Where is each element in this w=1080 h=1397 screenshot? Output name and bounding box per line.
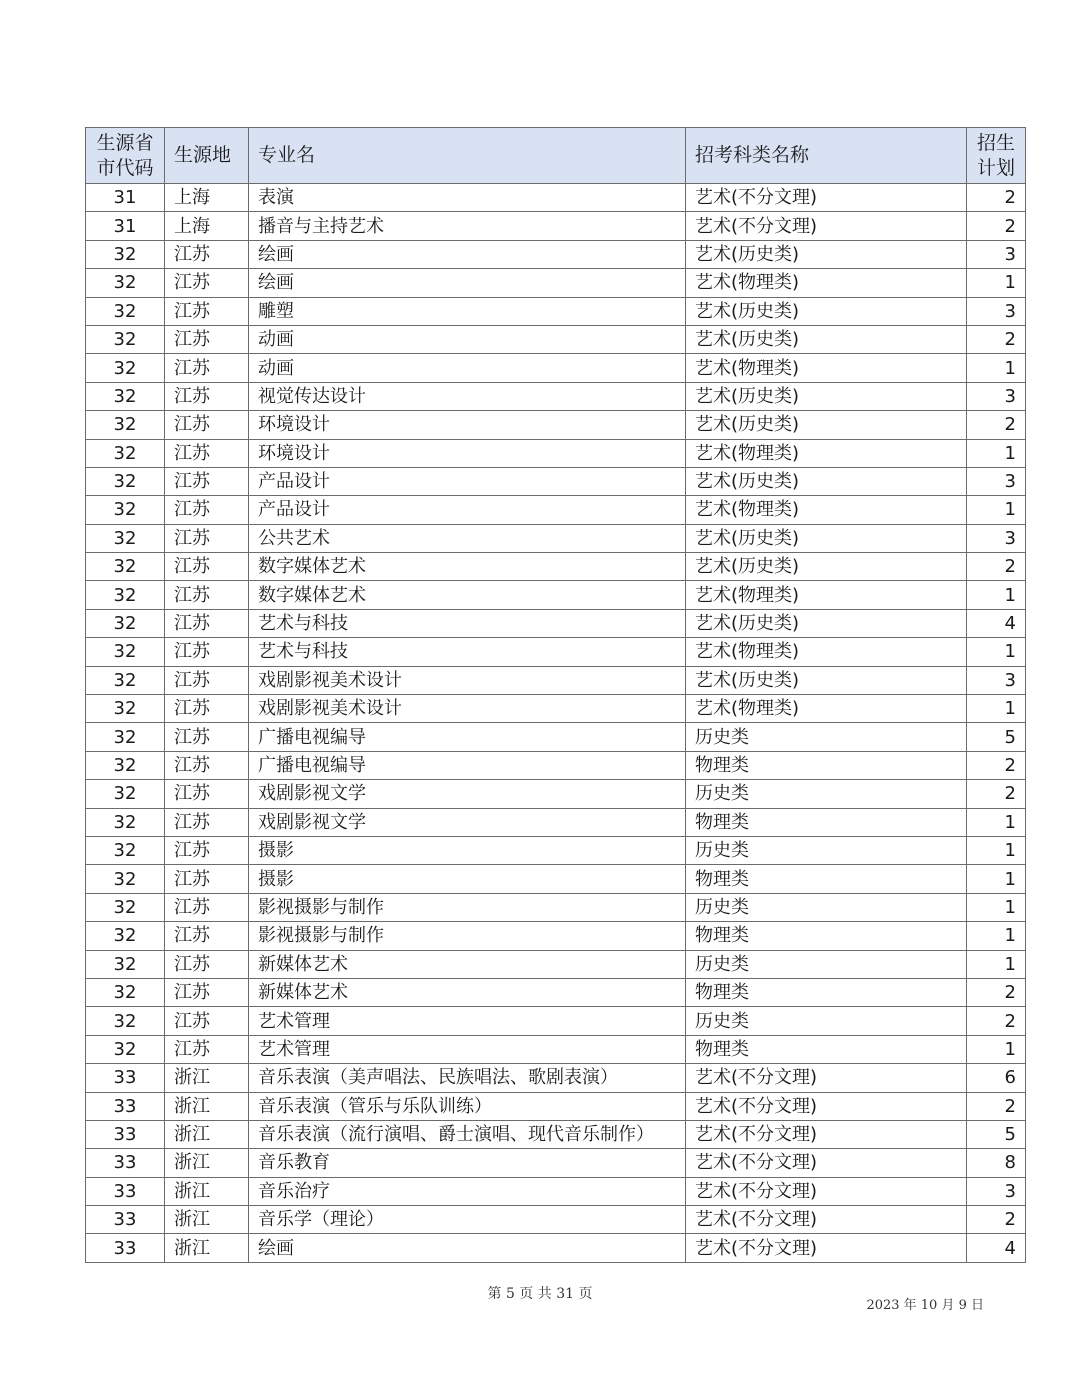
- category-cell: 艺术(历史类): [686, 411, 967, 439]
- origin-cell: 江苏: [165, 439, 249, 467]
- table-row: [86, 1206, 1026, 1234]
- province-code-cell: 32: [86, 553, 165, 581]
- header-category: 招考科类名称: [686, 128, 967, 184]
- major-cell: 音乐表演（美声唱法、民族唱法、歌剧表演）: [249, 1064, 686, 1092]
- plan-cell: 1: [967, 581, 1026, 609]
- province-code-cell: 33: [86, 1206, 165, 1234]
- province-code-cell: 33: [86, 1177, 165, 1205]
- province-code-cell: 32: [86, 751, 165, 779]
- major-cell: 戏剧影视美术设计: [249, 695, 686, 723]
- category-cell: 艺术(不分文理): [686, 184, 967, 212]
- category-cell: 物理类: [686, 865, 967, 893]
- origin-cell: 江苏: [165, 695, 249, 723]
- plan-cell: 5: [967, 723, 1026, 751]
- origin-cell: 江苏: [165, 808, 249, 836]
- province-code-cell: 32: [86, 269, 165, 297]
- category-cell: 艺术(历史类): [686, 382, 967, 410]
- origin-cell: 江苏: [165, 467, 249, 495]
- table-row: [86, 297, 1026, 325]
- table-row: [86, 1035, 1026, 1063]
- table-row: [86, 638, 1026, 666]
- header-origin: 生源地: [165, 128, 249, 184]
- plan-cell: 1: [967, 950, 1026, 978]
- table-row: [86, 836, 1026, 864]
- province-code-cell: 33: [86, 1149, 165, 1177]
- origin-cell: 江苏: [165, 780, 249, 808]
- province-code-cell: 32: [86, 467, 165, 495]
- major-cell: 戏剧影视文学: [249, 808, 686, 836]
- table-row: [86, 1120, 1026, 1148]
- plan-cell: 1: [967, 269, 1026, 297]
- header-province-code: [86, 128, 165, 184]
- plan-cell: 1: [967, 354, 1026, 382]
- origin-cell: 浙江: [165, 1092, 249, 1120]
- origin-cell: 浙江: [165, 1234, 249, 1262]
- province-code-cell: 33: [86, 1234, 165, 1262]
- province-code-cell: 32: [86, 439, 165, 467]
- plan-cell: 2: [967, 411, 1026, 439]
- plan-cell: 3: [967, 666, 1026, 694]
- major-cell: 音乐表演（流行演唱、爵士演唱、现代音乐制作）: [249, 1120, 686, 1148]
- table-row: [86, 467, 1026, 495]
- category-cell: 艺术(不分文理): [686, 1177, 967, 1205]
- province-code-cell: 32: [86, 581, 165, 609]
- major-cell: 艺术与科技: [249, 609, 686, 637]
- plan-cell: 3: [967, 297, 1026, 325]
- plan-cell: 2: [967, 780, 1026, 808]
- major-cell: 音乐治疗: [249, 1177, 686, 1205]
- province-code-cell: 32: [86, 723, 165, 751]
- origin-cell: 江苏: [165, 723, 249, 751]
- origin-cell: 江苏: [165, 496, 249, 524]
- province-code-cell: 31: [86, 184, 165, 212]
- major-cell: 环境设计: [249, 439, 686, 467]
- origin-cell: 浙江: [165, 1206, 249, 1234]
- table-row: [86, 496, 1026, 524]
- major-cell: 新媒体艺术: [249, 950, 686, 978]
- header-major: 专业名: [249, 128, 686, 184]
- major-cell: 广播电视编导: [249, 723, 686, 751]
- table-row: [86, 524, 1026, 552]
- origin-cell: 浙江: [165, 1064, 249, 1092]
- table-row: [86, 695, 1026, 723]
- province-code-cell: 33: [86, 1120, 165, 1148]
- province-code-cell: 33: [86, 1092, 165, 1120]
- plan-cell: 3: [967, 240, 1026, 268]
- table-row: [86, 865, 1026, 893]
- major-cell: 产品设计: [249, 496, 686, 524]
- plan-cell: 1: [967, 922, 1026, 950]
- province-code-cell: 32: [86, 978, 165, 1006]
- plan-cell: 5: [967, 1120, 1026, 1148]
- province-code-cell: 32: [86, 808, 165, 836]
- major-cell: 新媒体艺术: [249, 978, 686, 1006]
- origin-cell: 江苏: [165, 638, 249, 666]
- origin-cell: 江苏: [165, 240, 249, 268]
- major-cell: 播音与主持艺术: [249, 212, 686, 240]
- plan-cell: 1: [967, 1035, 1026, 1063]
- plan-cell: 4: [967, 1234, 1026, 1262]
- major-cell: 艺术管理: [249, 1007, 686, 1035]
- major-cell: 艺术管理: [249, 1035, 686, 1063]
- table-row: [86, 893, 1026, 921]
- major-cell: 产品设计: [249, 467, 686, 495]
- table-row: [86, 1149, 1026, 1177]
- table-row: [86, 666, 1026, 694]
- category-cell: 历史类: [686, 893, 967, 921]
- plan-cell: 8: [967, 1149, 1026, 1177]
- table-row: [86, 1007, 1026, 1035]
- header-code-line2: 市代码: [96, 156, 154, 179]
- origin-cell: 江苏: [165, 382, 249, 410]
- province-code-cell: 31: [86, 212, 165, 240]
- major-cell: 音乐学（理论）: [249, 1206, 686, 1234]
- major-cell: 影视摄影与制作: [249, 922, 686, 950]
- plan-cell: 2: [967, 978, 1026, 1006]
- table-row: [86, 723, 1026, 751]
- major-cell: 摄影: [249, 865, 686, 893]
- table-row: [86, 240, 1026, 268]
- category-cell: 历史类: [686, 723, 967, 751]
- plan-cell: 2: [967, 325, 1026, 353]
- origin-cell: 江苏: [165, 922, 249, 950]
- major-cell: 绘画: [249, 240, 686, 268]
- category-cell: 历史类: [686, 1007, 967, 1035]
- province-code-cell: 32: [86, 893, 165, 921]
- plan-cell: 2: [967, 212, 1026, 240]
- plan-cell: 2: [967, 553, 1026, 581]
- category-cell: 物理类: [686, 1035, 967, 1063]
- category-cell: 历史类: [686, 836, 967, 864]
- origin-cell: 江苏: [165, 1035, 249, 1063]
- plan-cell: 1: [967, 638, 1026, 666]
- province-code-cell: 32: [86, 780, 165, 808]
- table-row: [86, 609, 1026, 637]
- table-row: [86, 553, 1026, 581]
- table-row: [86, 212, 1026, 240]
- category-cell: 艺术(物理类): [686, 638, 967, 666]
- plan-cell: 1: [967, 836, 1026, 864]
- origin-cell: 江苏: [165, 553, 249, 581]
- plan-cell: 2: [967, 751, 1026, 779]
- province-code-cell: 32: [86, 666, 165, 694]
- table-row: [86, 922, 1026, 950]
- category-cell: 艺术(物理类): [686, 581, 967, 609]
- major-cell: 摄影: [249, 836, 686, 864]
- province-code-cell: 32: [86, 240, 165, 268]
- category-cell: 艺术(不分文理): [686, 1149, 967, 1177]
- table-body: [86, 184, 1026, 1263]
- category-cell: 艺术(历史类): [686, 325, 967, 353]
- category-cell: 艺术(物理类): [686, 354, 967, 382]
- category-cell: 艺术(不分文理): [686, 212, 967, 240]
- province-code-cell: 32: [86, 1007, 165, 1035]
- province-code-cell: 32: [86, 836, 165, 864]
- origin-cell: 上海: [165, 212, 249, 240]
- table-row: [86, 325, 1026, 353]
- category-cell: 艺术(历史类): [686, 609, 967, 637]
- province-code-cell: 32: [86, 865, 165, 893]
- plan-cell: 1: [967, 439, 1026, 467]
- origin-cell: 江苏: [165, 893, 249, 921]
- category-cell: 艺术(历史类): [686, 297, 967, 325]
- table-row: [86, 1234, 1026, 1262]
- plan-cell: 3: [967, 1177, 1026, 1205]
- major-cell: 广播电视编导: [249, 751, 686, 779]
- category-cell: 艺术(物理类): [686, 496, 967, 524]
- category-cell: 艺术(历史类): [686, 666, 967, 694]
- plan-cell: 3: [967, 382, 1026, 410]
- table-row: [86, 411, 1026, 439]
- table-row: [86, 1092, 1026, 1120]
- province-code-cell: 32: [86, 297, 165, 325]
- plan-cell: 4: [967, 609, 1026, 637]
- province-code-cell: 32: [86, 325, 165, 353]
- category-cell: 艺术(物理类): [686, 439, 967, 467]
- origin-cell: 江苏: [165, 836, 249, 864]
- origin-cell: 江苏: [165, 354, 249, 382]
- province-code-cell: 33: [86, 1064, 165, 1092]
- category-cell: 物理类: [686, 751, 967, 779]
- province-code-cell: 32: [86, 609, 165, 637]
- major-cell: 数字媒体艺术: [249, 581, 686, 609]
- plan-cell: 1: [967, 893, 1026, 921]
- table-row: [86, 269, 1026, 297]
- admission-plan-table: [85, 127, 1026, 1263]
- origin-cell: 江苏: [165, 865, 249, 893]
- origin-cell: 江苏: [165, 411, 249, 439]
- plan-cell: 1: [967, 496, 1026, 524]
- category-cell: 艺术(不分文理): [686, 1120, 967, 1148]
- province-code-cell: 32: [86, 1035, 165, 1063]
- province-code-cell: 32: [86, 695, 165, 723]
- major-cell: 环境设计: [249, 411, 686, 439]
- origin-cell: 江苏: [165, 297, 249, 325]
- table-row: [86, 184, 1026, 212]
- category-cell: 历史类: [686, 780, 967, 808]
- table-row: [86, 751, 1026, 779]
- major-cell: 数字媒体艺术: [249, 553, 686, 581]
- origin-cell: 浙江: [165, 1149, 249, 1177]
- origin-cell: 江苏: [165, 666, 249, 694]
- major-cell: 音乐表演（管乐与乐队训练）: [249, 1092, 686, 1120]
- table-row: [86, 354, 1026, 382]
- category-cell: 艺术(历史类): [686, 524, 967, 552]
- category-cell: 艺术(不分文理): [686, 1064, 967, 1092]
- plan-cell: 2: [967, 184, 1026, 212]
- major-cell: 影视摄影与制作: [249, 893, 686, 921]
- table-row: [86, 978, 1026, 1006]
- origin-cell: 江苏: [165, 269, 249, 297]
- plan-cell: 6: [967, 1064, 1026, 1092]
- plan-cell: 2: [967, 1092, 1026, 1120]
- plan-cell: 1: [967, 865, 1026, 893]
- origin-cell: 江苏: [165, 950, 249, 978]
- header-plan-line1: 招生: [976, 131, 1015, 154]
- category-cell: 历史类: [686, 950, 967, 978]
- table-row: [86, 1177, 1026, 1205]
- major-cell: 艺术与科技: [249, 638, 686, 666]
- plan-cell: 2: [967, 1206, 1026, 1234]
- table-row: [86, 1064, 1026, 1092]
- major-cell: 雕塑: [249, 297, 686, 325]
- province-code-cell: 32: [86, 638, 165, 666]
- category-cell: 艺术(物理类): [686, 695, 967, 723]
- origin-cell: 江苏: [165, 978, 249, 1006]
- plan-cell: 1: [967, 808, 1026, 836]
- plan-cell: 2: [967, 1007, 1026, 1035]
- header-plan-line2: 计划: [976, 156, 1015, 179]
- origin-cell: 江苏: [165, 325, 249, 353]
- province-code-cell: 32: [86, 524, 165, 552]
- province-code-cell: 32: [86, 411, 165, 439]
- table-row: [86, 808, 1026, 836]
- plan-cell: 1: [967, 695, 1026, 723]
- category-cell: 物理类: [686, 978, 967, 1006]
- province-code-cell: 32: [86, 496, 165, 524]
- major-cell: 动画: [249, 354, 686, 382]
- plan-cell: 3: [967, 524, 1026, 552]
- origin-cell: 浙江: [165, 1177, 249, 1205]
- table-row: [86, 581, 1026, 609]
- origin-cell: 江苏: [165, 1007, 249, 1035]
- table-row: [86, 950, 1026, 978]
- major-cell: 音乐教育: [249, 1149, 686, 1177]
- province-code-cell: 32: [86, 922, 165, 950]
- category-cell: 艺术(不分文理): [686, 1234, 967, 1262]
- major-cell: 戏剧影视文学: [249, 780, 686, 808]
- category-cell: 艺术(不分文理): [686, 1092, 967, 1120]
- province-code-cell: 32: [86, 354, 165, 382]
- table-row: [86, 439, 1026, 467]
- table-header-row: [86, 128, 1026, 184]
- category-cell: 艺术(历史类): [686, 553, 967, 581]
- origin-cell: 浙江: [165, 1120, 249, 1148]
- major-cell: 动画: [249, 325, 686, 353]
- header-plan: [967, 128, 1026, 184]
- category-cell: 艺术(物理类): [686, 269, 967, 297]
- province-code-cell: 32: [86, 950, 165, 978]
- origin-cell: 江苏: [165, 524, 249, 552]
- category-cell: 物理类: [686, 922, 967, 950]
- major-cell: 公共艺术: [249, 524, 686, 552]
- origin-cell: 上海: [165, 184, 249, 212]
- major-cell: 视觉传达设计: [249, 382, 686, 410]
- category-cell: 艺术(历史类): [686, 240, 967, 268]
- major-cell: 绘画: [249, 1234, 686, 1262]
- origin-cell: 江苏: [165, 609, 249, 637]
- page-number: 第 5 页 共 31 页: [487, 1286, 593, 1302]
- table-row: [86, 780, 1026, 808]
- document-date: 2023 年 10 月 9 日: [866, 1298, 984, 1313]
- header-code-line1: 生源省: [96, 131, 154, 154]
- major-cell: 表演: [249, 184, 686, 212]
- category-cell: 艺术(历史类): [686, 467, 967, 495]
- category-cell: 物理类: [686, 808, 967, 836]
- table-row: [86, 382, 1026, 410]
- plan-cell: 3: [967, 467, 1026, 495]
- category-cell: 艺术(不分文理): [686, 1206, 967, 1234]
- major-cell: 绘画: [249, 269, 686, 297]
- origin-cell: 江苏: [165, 581, 249, 609]
- origin-cell: 江苏: [165, 751, 249, 779]
- province-code-cell: 32: [86, 382, 165, 410]
- major-cell: 戏剧影视美术设计: [249, 666, 686, 694]
